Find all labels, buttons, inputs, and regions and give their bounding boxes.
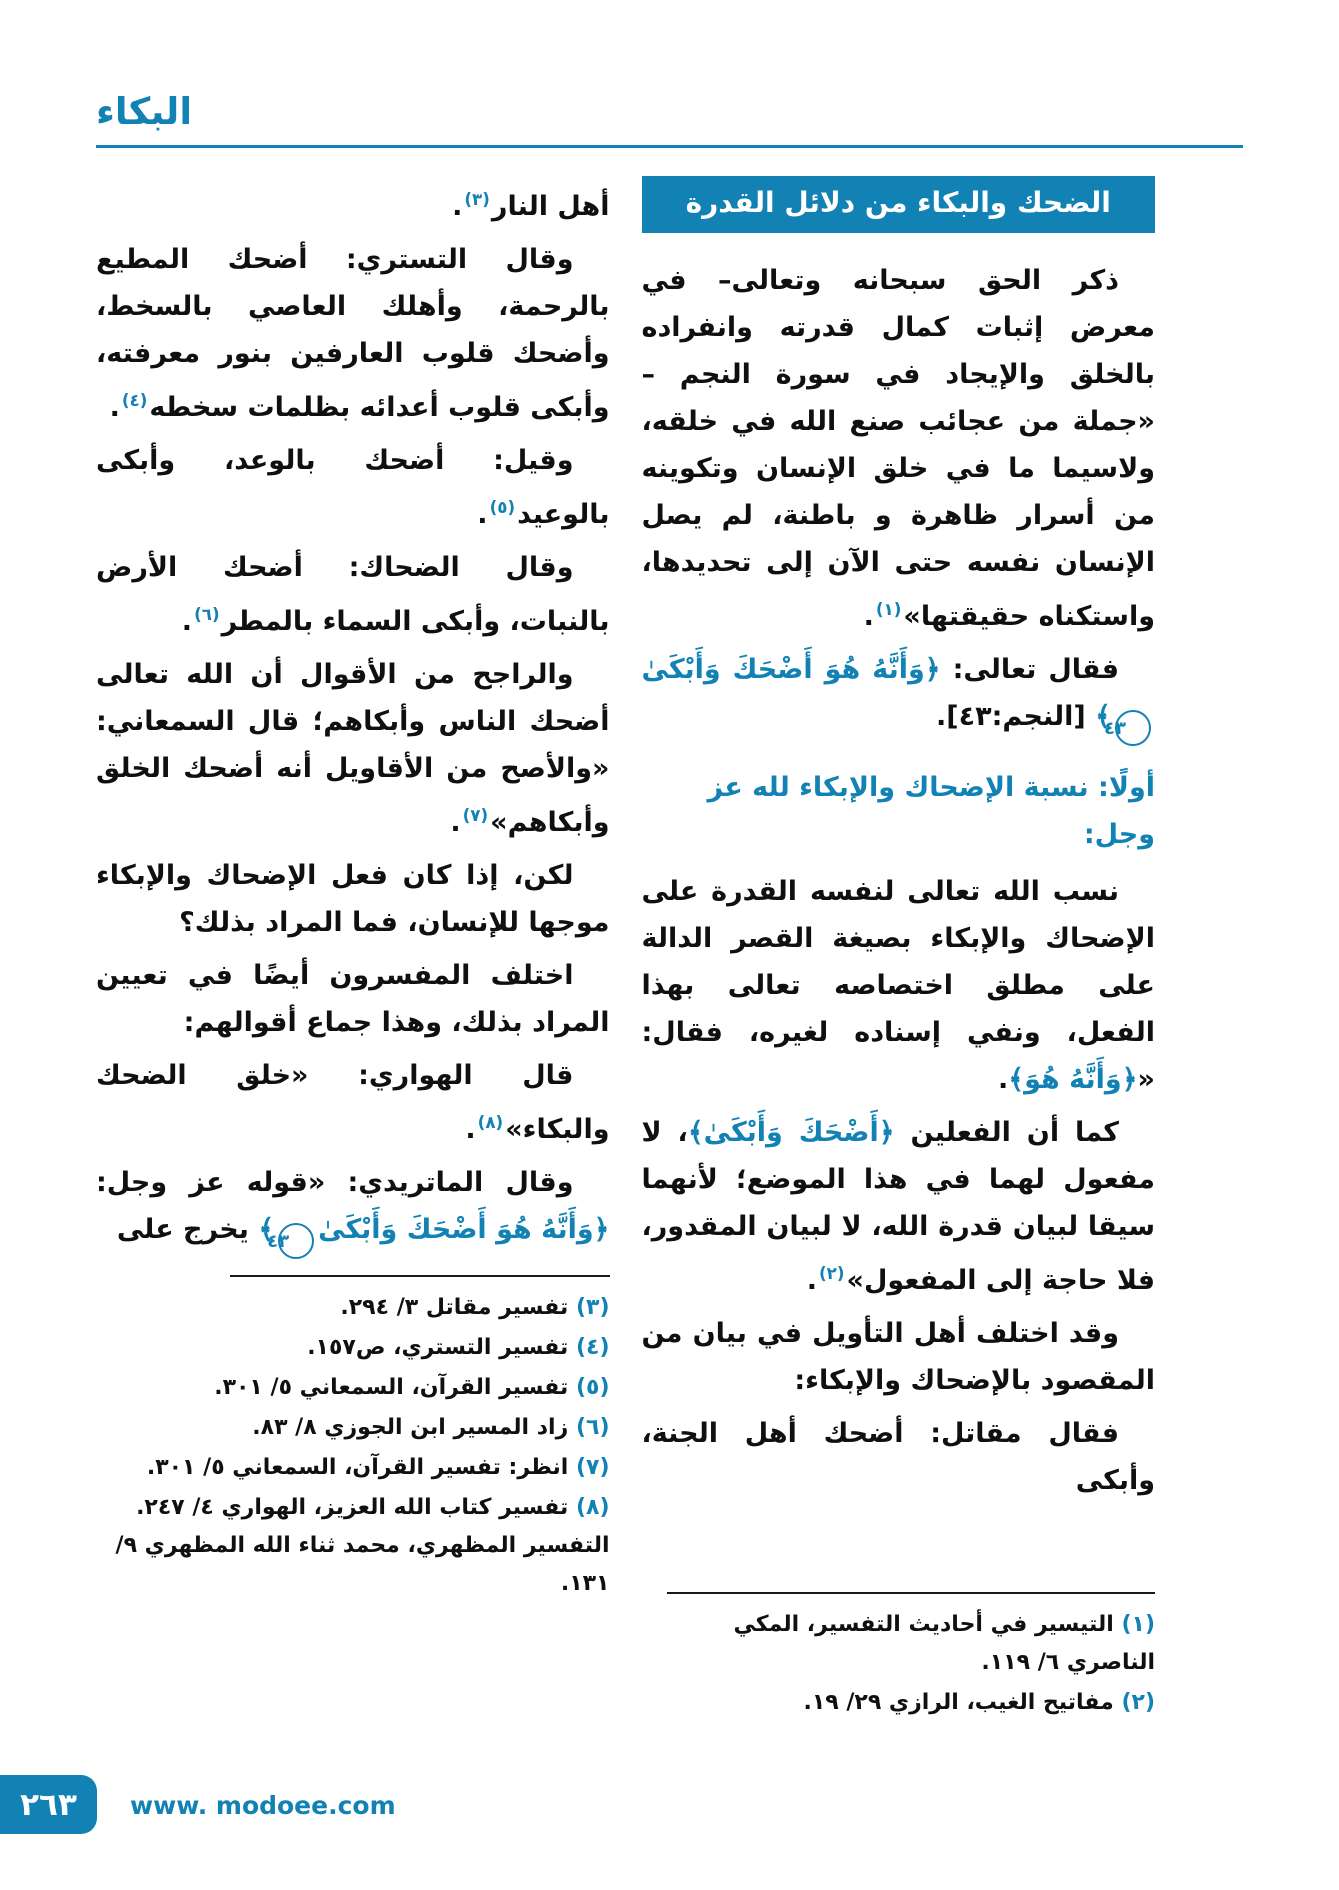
footnote-text: مفاتيح الغيب، الرازي ٢٩/ ١٩. bbox=[803, 1689, 1114, 1715]
body-text: اختلف المفسرون أيضًا في تعيين المراد بذلك، وهذا جماع أقوالهم: bbox=[96, 959, 610, 1038]
footnote-ref: (٨) bbox=[477, 1111, 504, 1132]
footnote-ref: (٣) bbox=[464, 188, 490, 209]
footnote bbox=[642, 1684, 1156, 1722]
body-text: قال الهواري: «خلق الضحك والبكاء» bbox=[96, 1059, 610, 1145]
footnote bbox=[96, 1289, 610, 1327]
body-text: ، لا مفعول لهما في هذا الموضع؛ لأنهما سيقا لبيان قدرة الله، لا لبيان المقدور، فلا حاجة إلى المفعول» bbox=[641, 1117, 1155, 1297]
page-number: ٢٦٣ bbox=[20, 1786, 77, 1823]
subheading-first: أولًا: نسبة الإضحاك والإبكاء لله عز وجل: bbox=[707, 772, 1155, 851]
footnote-number: (٣) bbox=[575, 1295, 610, 1321]
section-title: الضحك والبكاء من دلائل القدرة bbox=[685, 185, 1111, 219]
footnote-ref: (٢) bbox=[818, 1263, 845, 1284]
footnote-ref: (١) bbox=[875, 598, 902, 619]
paragraph bbox=[96, 176, 610, 230]
body-text: أهل النار bbox=[491, 190, 610, 222]
body-text: . bbox=[806, 1265, 817, 1297]
footnotes-left bbox=[96, 1275, 610, 1603]
body-text: [النجم:٤٣]. bbox=[936, 700, 1086, 732]
footnote bbox=[96, 1369, 610, 1407]
body-text: وقال الضحاك: أضحك الأرض بالنبات، وأبكى السماء بالمطر bbox=[96, 551, 610, 637]
footnote-separator bbox=[667, 1592, 1155, 1594]
footnote bbox=[96, 1409, 610, 1447]
footnote-number: (٨) bbox=[575, 1495, 610, 1521]
quran-verse: ﴿وَأَنَّهُ هُوَ﴾ bbox=[1008, 1064, 1138, 1096]
footnote-text: انظر: تفسير القرآن، السمعاني ٥/ ٣٠١. bbox=[146, 1455, 569, 1481]
body-text: . bbox=[109, 391, 120, 423]
website-url: www. modoee.com bbox=[130, 1791, 396, 1820]
body-text: وقال التستري: أضحك المطيع بالرحمة، وأهلك العاصي بالسخط، وأضحك قلوب العارفين بنور معرفته، وأبكى قلوب أعدائه بظلمات سخطه bbox=[96, 243, 610, 423]
paragraph bbox=[642, 257, 1156, 640]
page-header bbox=[0, 0, 1339, 148]
content-columns bbox=[96, 176, 1155, 1724]
footnote-number: (١) bbox=[1121, 1611, 1155, 1637]
column-right bbox=[642, 176, 1156, 1724]
body-text: . bbox=[181, 605, 193, 637]
footnote bbox=[96, 1329, 610, 1367]
chapter-title: البكاء bbox=[96, 90, 193, 133]
ayah-number-ornament: ٤٣ bbox=[1115, 710, 1151, 746]
body-text: وقال الماتريدي: «قوله عز وجل: bbox=[96, 1166, 574, 1198]
footnote bbox=[96, 1449, 610, 1487]
footnote-text: تفسير كتاب الله العزيز، الهواري ٤/ ٢٤٧. التفسير المظهري، محمد ثناء الله المظهري ٩/ ١٣١. bbox=[115, 1495, 610, 1597]
body-text: ذكر الحق سبحانه وتعالى– في معرض إثبات كمال قدرته وانفراده بالخلق والإيجاد في سورة النجم – «جملة من عجائب صنع الله في خلقه، ولاسيما ما في خلق الإنسان وتكوينه من أسرار ظاهرة و باطنة، لم يصل الإنسان نفسه حتى الآن إلى تحديدها، واستكناه حقيقتها» bbox=[641, 264, 1155, 632]
body-text: . bbox=[465, 1113, 476, 1145]
body-text: . bbox=[998, 1064, 1009, 1096]
paragraph bbox=[96, 952, 610, 1046]
footnote-number: (٦) bbox=[575, 1415, 610, 1441]
quran-verse-close: ﴾ bbox=[258, 1213, 275, 1245]
body-text: فقال تعالى: bbox=[952, 653, 1119, 685]
body-text: وقيل: أضحك بالوعد، وأبكى بالوعيد bbox=[96, 444, 610, 530]
body-text: والراجح من الأقوال أن الله تعالى أضحك الناس وأبكاهم؛ قال السمعاني: «والأصح من الأقاويل أنه أضحك الخلق وأبكاهم» bbox=[96, 658, 610, 838]
header-rule bbox=[96, 145, 1243, 148]
body-text: فقال مقاتل: أضحك أهل الجنة، وأبكى bbox=[641, 1418, 1155, 1497]
paragraph bbox=[96, 236, 610, 431]
body-text: . bbox=[477, 498, 488, 530]
footnote-separator bbox=[230, 1275, 610, 1277]
paragraph bbox=[642, 868, 1156, 1103]
body-text: . bbox=[450, 806, 461, 838]
footnotes-right bbox=[642, 1592, 1156, 1724]
quran-verse: ﴿أَضْحَكَ وَأَبْكَىٰ﴾ bbox=[687, 1117, 895, 1149]
section-title-box bbox=[642, 176, 1156, 233]
footnote-ref: (٤) bbox=[121, 389, 148, 410]
footnote-text: زاد المسير ابن الجوزي ٨/ ٨٣. bbox=[252, 1415, 569, 1441]
body-text: كما أن الفعلين bbox=[910, 1117, 1119, 1149]
footnote-ref: (٥) bbox=[489, 496, 516, 517]
paragraph bbox=[96, 437, 610, 538]
quran-verse: ﴿وَأَنَّهُ هُوَ أَضْحَكَ وَأَبْكَىٰ bbox=[318, 1213, 610, 1245]
footnote-number: (٤) bbox=[575, 1335, 610, 1361]
quran-verse-close: ﴾ bbox=[1095, 700, 1111, 732]
page-number-badge bbox=[0, 1775, 97, 1834]
paragraph bbox=[642, 1109, 1156, 1304]
footnote-ref: (٧) bbox=[462, 804, 489, 825]
column-left bbox=[96, 176, 610, 1724]
footnote bbox=[96, 1489, 610, 1603]
quran-verse: ﴿وَأَنَّهُ هُوَ أَضْحَكَ وَأَبْكَىٰ bbox=[641, 653, 941, 685]
body-text: . bbox=[452, 190, 463, 222]
footnote-text: التيسير في أحاديث التفسير، المكي الناصري ٦/ ١١٩. bbox=[733, 1611, 1155, 1675]
body-text: لكن، إذا كان فعل الإضحاك والإبكاء موجها للإنسان، فما المراد بذلك؟ bbox=[96, 859, 610, 938]
paragraph bbox=[96, 1052, 610, 1153]
paragraph bbox=[96, 852, 610, 946]
body-text: نسب الله تعالى لنفسه القدرة على الإضحاك والإبكاء بصيغة القصر الدالة على مطلق اختصاصه تعالى بهذا الفعل، ونفي إسناده لغيره، فقال: « bbox=[641, 876, 1155, 1096]
footnote-text: تفسير القرآن، السمعاني ٥/ ٣٠١. bbox=[214, 1375, 569, 1401]
footnote-text: تفسير مقاتل ٣/ ٢٩٤. bbox=[340, 1295, 569, 1321]
footnote-number: (٧) bbox=[575, 1455, 610, 1481]
paragraph bbox=[96, 544, 610, 645]
body-text: يخرج على bbox=[116, 1213, 249, 1245]
footnote-number: (٥) bbox=[575, 1375, 610, 1401]
paragraph bbox=[642, 646, 1156, 747]
paragraph bbox=[96, 651, 610, 846]
footnote-text: تفسير التستري، ص١٥٧. bbox=[307, 1335, 569, 1361]
footnote-ref: (٦) bbox=[194, 603, 220, 624]
footnote bbox=[642, 1606, 1156, 1682]
body-text: وقد اختلف أهل التأويل في بيان من المقصود بالإضحاك والإبكاء: bbox=[641, 1318, 1155, 1397]
paragraph bbox=[642, 1410, 1156, 1504]
paragraph bbox=[96, 1159, 610, 1260]
footnote-number: (٢) bbox=[1121, 1689, 1155, 1715]
body-text: . bbox=[863, 600, 874, 632]
ayah-number-ornament: ٤٣ bbox=[278, 1223, 314, 1259]
paragraph bbox=[642, 1310, 1156, 1404]
